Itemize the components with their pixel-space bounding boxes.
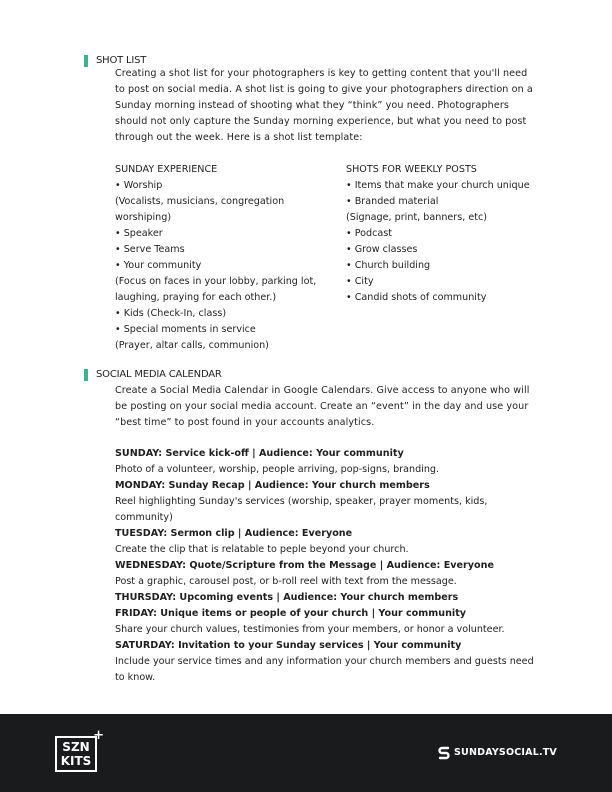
list-item: laughing, praying for each other.) bbox=[115, 292, 277, 303]
calendar-heading bbox=[84, 367, 222, 383]
logo-line-1: SZN bbox=[62, 740, 90, 754]
list-item: • Podcast bbox=[346, 228, 393, 239]
list-item: (Prayer, altar calls, communion) bbox=[115, 340, 269, 351]
day-desc-tuesday: Create the clip that is relatable to peple beyond your church. bbox=[115, 544, 409, 555]
list-item: • Items that make your church unique bbox=[346, 180, 530, 191]
list-item: • Branded material bbox=[346, 196, 439, 207]
day-desc-wednesday: Post a graphic, carousel post, or b-roll reel with text from the message. bbox=[115, 576, 457, 587]
day-title-tuesday: TUESDAY: Sermon clip | Audience: Everyone bbox=[115, 528, 353, 539]
logo-line-2: KITS bbox=[60, 754, 92, 768]
sundaysocial-s-icon bbox=[438, 746, 450, 760]
day-title-saturday: SATURDAY: Invitation to your Sunday services | Your community bbox=[115, 640, 462, 651]
calendar-days bbox=[115, 446, 545, 686]
list-item: • Special moments in service bbox=[115, 324, 256, 335]
list-item: • Your community bbox=[115, 260, 202, 271]
day-desc-saturday: Include your service times and any information your church members and guests need to know. bbox=[115, 656, 534, 683]
day-desc-monday: Reel highlighting Sunday's services (worship, speaker, prayer moments, kids, community) bbox=[115, 496, 488, 523]
shot-list-intro: Creating a shot list for your photographers is key to getting content that you'll need to post on social media. A shot list is going to give your photographers direction on a Sunday morning instead of shooting what they “think” you need. Photographers should not only capture the Sunday morning experience, but what you need to post through out the week. Here is a shot list template: bbox=[115, 68, 533, 143]
list-item: • Candid shots of community bbox=[346, 292, 487, 303]
calendar-intro: Create a Social Media Calendar in Google Calendars. Give access to anyone who will be posting on your social media account. Create an “event” in the day and use your “best time” to post found in your accounts analytics. bbox=[115, 385, 530, 428]
sundaysocial-brand bbox=[438, 745, 557, 761]
list-item: • Speaker bbox=[115, 228, 163, 239]
list-item: • Serve Teams bbox=[115, 244, 185, 255]
brand-name: SUNDAYSOCIAL.TV bbox=[454, 747, 557, 758]
footer bbox=[0, 714, 612, 792]
list-item: worshiping) bbox=[115, 212, 172, 223]
list-item: (Vocalists, musicians, congregation bbox=[115, 196, 285, 207]
weekly-posts-list bbox=[346, 162, 530, 306]
sunday-experience-list bbox=[115, 162, 316, 354]
list-item: • Kids (Check-In, class) bbox=[115, 308, 227, 319]
list-item: • City bbox=[346, 276, 374, 287]
day-title-wednesday: WEDNESDAY: Quote/Scripture from the Message | Audience: Everyone bbox=[115, 560, 494, 571]
logo-plus: + bbox=[93, 728, 104, 743]
section-marker-icon bbox=[84, 369, 88, 381]
day-title-monday: MONDAY: Sunday Recap | Audience: Your church members bbox=[115, 480, 430, 491]
list-item: • Church building bbox=[346, 260, 431, 271]
day-title-sunday: SUNDAY: Service kick-off | Audience: Your community bbox=[115, 448, 404, 459]
section-marker-icon bbox=[84, 55, 88, 67]
list-item: • Worship bbox=[115, 180, 163, 191]
list-item: (Signage, print, banners, etc) bbox=[346, 212, 488, 223]
sunday-experience-title: SUNDAY EXPERIENCE bbox=[115, 164, 218, 175]
day-title-friday: FRIDAY: Unique items or people of your church | Your community bbox=[115, 608, 467, 619]
day-title-thursday: THURSDAY: Upcoming events | Audience: Your church members bbox=[115, 592, 459, 603]
weekly-posts-title: SHOTS FOR WEEKLY POSTS bbox=[346, 164, 477, 175]
szn-kits-logo bbox=[55, 728, 104, 772]
day-desc-friday: Share your church values, testimonies from your members, or honor a volunteer. bbox=[115, 624, 505, 635]
list-item: (Focus on faces in your lobby, parking lot, bbox=[115, 276, 317, 287]
calendar-title: SOCIAL MEDIA CALENDAR bbox=[96, 369, 222, 380]
shot-list-title: SHOT LIST bbox=[96, 55, 147, 66]
day-desc-sunday: Photo of a volunteer, worship, people arriving, pop-signs, branding. bbox=[115, 464, 440, 475]
list-item: • Grow classes bbox=[346, 244, 418, 255]
